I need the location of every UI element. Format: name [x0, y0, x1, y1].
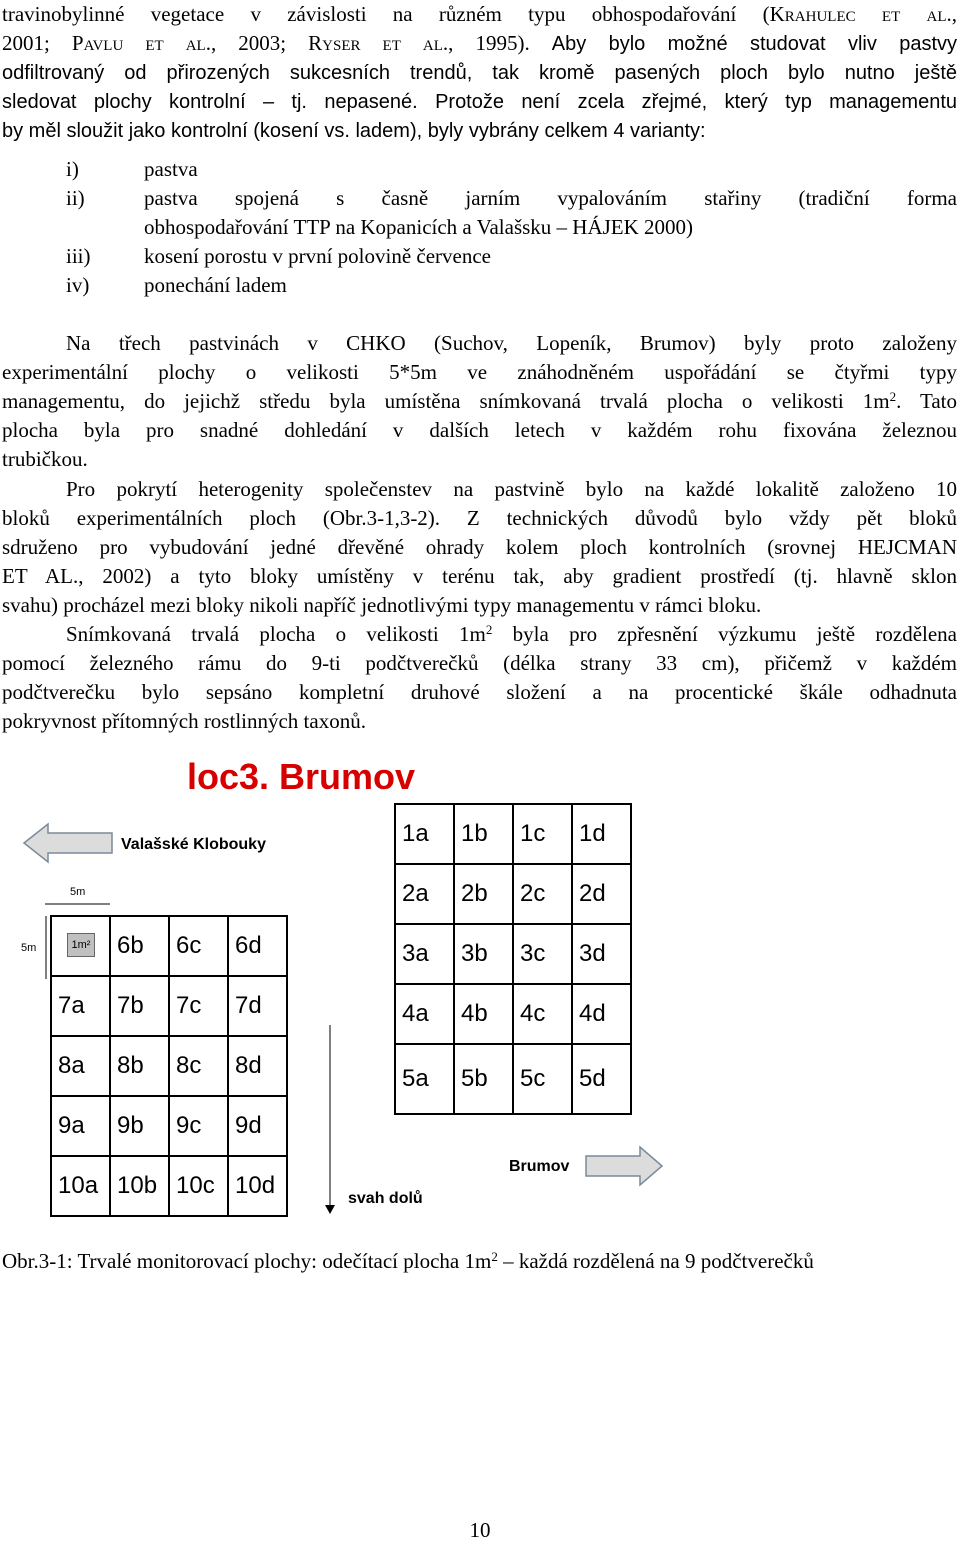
paragraph-line: pomocí železného rámu do 9-ti podčtverečků (délka strany 33 cm), přičemž v každém: [2, 651, 957, 675]
figure-title: loc3. Brumov: [187, 756, 416, 797]
plot-cell: 5b: [454, 1044, 513, 1114]
plot-cell: 8b: [110, 1036, 169, 1096]
line-text: managementu, do jejichž středu byla umístěna snímkovaná trvalá plocha o velikosti 1m: [2, 389, 890, 413]
paragraph-line: bloků experimentálních ploch (Obr.3-1,3-2). Z technických důvodů bylo vždy pět bloků: [2, 506, 957, 530]
paragraph-line: [2, 87, 957, 116]
list-item-number: i): [66, 157, 79, 181]
dimension-top-line: [44, 901, 112, 907]
grid-row: [395, 804, 631, 864]
plot-cell: 9b: [110, 1096, 169, 1156]
grid-row: [51, 976, 287, 1036]
list-item-number: ii): [66, 186, 85, 210]
paragraph-line: [2, 0, 957, 29]
down-arrow-icon: [323, 1025, 337, 1215]
list-item-text: obhospodařování TTP na Kopanicích a Valašsku – HÁJEK 2000): [144, 215, 694, 239]
plot-cell: 6d: [228, 916, 287, 976]
plot-cell: 6c: [169, 916, 228, 976]
line-text: . Tato: [896, 389, 957, 413]
plot-cell: 1b: [454, 804, 513, 864]
figure-caption: [2, 1247, 952, 1276]
list-item: [2, 213, 957, 242]
plot-cell: 4a: [395, 984, 454, 1044]
line-text: ladem), byly vybrány celkem 4 varianty:: [355, 120, 706, 142]
line-text: Snímkovaná trvalá plocha o velikosti 1m: [66, 622, 486, 646]
plot-cell: 7c: [169, 976, 228, 1036]
paragraph-line: trubičkou.: [2, 447, 88, 471]
list-item-number: iii): [66, 244, 91, 268]
plot-cell: 1c: [513, 804, 572, 864]
paragraph-line: pokryvnost přítomných rostlinných taxonů.: [2, 709, 366, 733]
paragraph-line: [2, 58, 957, 87]
caption-text: – každá rozdělená na 9 podčtverečků: [497, 1249, 814, 1273]
grid-row: [395, 864, 631, 924]
plot-cell: 5d: [572, 1044, 631, 1114]
list-item: [2, 271, 957, 300]
paragraph-line: svahu) procházel mezi bloky nikoli napříč jednotlivými typy managementu v rámci bloku.: [2, 593, 762, 617]
citation-author: Ryser et al.: [308, 31, 449, 55]
paragraph-line: [2, 116, 957, 145]
list-item-text: pastva spojená s časně jarním vypalováním stařiny (tradiční forma: [144, 186, 957, 210]
plot-cell: 8a: [51, 1036, 110, 1096]
plot-cell: 4d: [572, 984, 631, 1044]
line-text: byla pro zpřesnění výzkumu ještě rozdělena: [492, 622, 957, 646]
plot-cell: 9c: [169, 1096, 228, 1156]
superscript: 2: [889, 389, 897, 404]
grid-row: [395, 984, 631, 1044]
plot-cell: 5c: [513, 1044, 572, 1114]
paragraph-line: experimentální plochy o velikosti 5*5m ve znáhodněném uspořádání se čtyřmi typy: [2, 360, 957, 384]
dimension-left-line: [43, 915, 49, 981]
plot-cell: 1a: [395, 804, 454, 864]
left-arrow-icon: [22, 822, 114, 864]
paragraph-line: [2, 29, 957, 58]
grid-row: [51, 1156, 287, 1216]
plot-cell: 4c: [513, 984, 572, 1044]
plot-cell: 10a: [51, 1156, 110, 1216]
plot-cell: 1d: [572, 804, 631, 864]
dimension-left: 5m: [21, 942, 37, 954]
grid-row: [395, 924, 631, 984]
plot-cell: 3b: [454, 924, 513, 984]
plot-cell: 10c: [169, 1156, 228, 1216]
plot-cell: 2d: [572, 864, 631, 924]
grid-row: [51, 1036, 287, 1096]
citation-author: Pavlu et al.: [71, 31, 211, 55]
line-text: 2001;: [2, 31, 72, 55]
citation-author: Krahulec et al.: [769, 2, 952, 26]
page-number: 10: [469, 1518, 491, 1542]
arrow-label-brumov: Brumov: [509, 1158, 570, 1175]
plot-cell: 3a: [395, 924, 454, 984]
list-item: [2, 184, 957, 213]
line-text: Aby bylo možné studovat vliv pastvy: [551, 33, 958, 55]
plot-cell: 9a: [51, 1096, 110, 1156]
line-text: Protože není zcela zřejmé, který typ managementu: [435, 91, 958, 113]
line-text: travinobylinné vegetace v závislosti na různém typu obhospodařování (: [2, 2, 770, 26]
line-text: by měl sloužit jako kontrolní (kosení vs.: [2, 120, 356, 142]
list-item: [2, 155, 957, 184]
plot-cell: 3d: [572, 924, 631, 984]
caption-text: Obr.3-1: Trvalé monitorovací plochy: odečítací plocha 1m: [2, 1249, 492, 1273]
paragraph-line: podčtverečku bylo sepsáno kompletní druhové složení a na procentické škále odhadnuta: [2, 680, 957, 704]
line-text: , 2003;: [210, 31, 309, 55]
list-item: [2, 242, 957, 271]
grid-row: [395, 1044, 631, 1114]
line-text: odfiltrovaný od přirozených sukcesních trendů, tak kromě pasených ploch bylo nutno ještě: [2, 62, 957, 84]
right-arrow-icon: [584, 1145, 664, 1187]
plot-cell: 8c: [169, 1036, 228, 1096]
permanent-plot-square: 1m²: [67, 933, 95, 957]
superscript: 2: [485, 622, 493, 637]
paragraph-line: Pro pokrytí heterogenity společenstev na pastvině bylo na každé lokalitě založeno 10: [66, 477, 957, 501]
list-item-text: pastva: [144, 157, 198, 181]
plot-cell: 8d: [228, 1036, 287, 1096]
plot-cell: 6b: [110, 916, 169, 976]
list-item-number: iv): [66, 273, 90, 297]
grid-row: [51, 1096, 287, 1156]
paragraph-line: [2, 620, 957, 649]
plot-cell: 9d: [228, 1096, 287, 1156]
dimension-top: 5m: [70, 886, 86, 898]
paragraph-line: sdruženo pro vybudování jedné dřevěné ohrady kolem ploch kontrolních (srovnej HEJCMAN: [2, 535, 957, 559]
list-item-text: ponechání ladem: [144, 273, 287, 297]
paragraph-line: plocha byla pro snadné dohledání v dalších letech v každém rohu fixována železnou: [2, 418, 957, 442]
line-text: , 1995).: [448, 31, 552, 55]
plot-cell: 4b: [454, 984, 513, 1044]
plot-cell: 10d: [228, 1156, 287, 1216]
figure-plot-layout: [0, 755, 960, 1235]
paragraph-line: ET AL., 2002) a tyto bloky umístěny v terénu tak, aby gradient prostředí (tj. hlavně sklon: [2, 564, 957, 588]
plot-cell: 7d: [228, 976, 287, 1036]
plot-cell: 7a: [51, 976, 110, 1036]
plot-cell: 2b: [454, 864, 513, 924]
paragraph-line: Na třech pastvinách v CHKO (Suchov, Lopeník, Brumov) byly proto založeny: [66, 331, 957, 355]
plot-cell: 5a: [395, 1044, 454, 1114]
line-text: ,: [951, 2, 957, 26]
superscript: 2: [491, 1249, 498, 1264]
plot-grid-blocks-1-5: [394, 803, 632, 1115]
plot-cell: 2a: [395, 864, 454, 924]
plot-cell: 3c: [513, 924, 572, 984]
plot-grid-blocks-6-10: [50, 915, 288, 1217]
paragraph-line: [2, 387, 957, 416]
plot-cell: 7b: [110, 976, 169, 1036]
plot-cell: 2c: [513, 864, 572, 924]
list-item-text: kosení porostu v první polovině července: [144, 244, 491, 268]
plot-cell: 10b: [110, 1156, 169, 1216]
arrow-label-valasske-klobouky: Valašské Klobouky: [121, 836, 266, 853]
arrow-label-svah: svah dolů: [348, 1190, 423, 1207]
line-text: sledovat plochy kontrolní – tj. nepasené.: [2, 91, 436, 113]
